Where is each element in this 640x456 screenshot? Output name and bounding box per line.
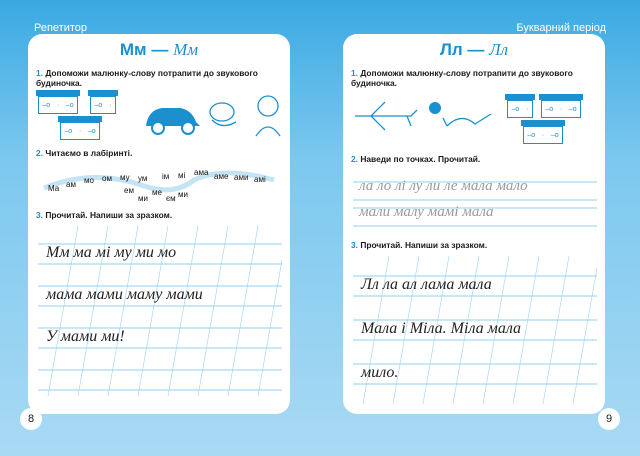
sample-row: У мами ми!	[46, 328, 125, 345]
picture-row	[140, 92, 290, 140]
trace-row: ла ло лі лу ли ле мала мало	[359, 178, 528, 194]
header-left: Репетитор	[34, 22, 88, 34]
fox-icon	[443, 114, 491, 126]
left-page-title	[28, 40, 290, 60]
plane-icon	[355, 102, 417, 130]
sound-house: –о · –о	[36, 90, 80, 114]
sample-row: мама мами маму мами	[46, 286, 203, 303]
sound-house: –о ·	[88, 90, 118, 114]
task-1: 1. Допоможи малюнку-слову потрапити до звукового будиночка.	[351, 68, 573, 88]
sound-house: –о · –о	[58, 116, 102, 140]
task-2: 2. Наведи по точках. Прочитай.	[351, 154, 481, 164]
writing-lines	[353, 256, 597, 404]
title-print-letters: Мм —	[119, 40, 169, 59]
sample-row: мило.	[361, 364, 399, 381]
picture-row	[351, 96, 501, 136]
task-2: 2. Читаємо в лабіринті.	[36, 148, 133, 158]
title-script-letters: Мм	[173, 40, 199, 59]
task-number: 1.	[36, 68, 43, 78]
page-number: 8	[20, 408, 42, 430]
header-right: Букварний період	[516, 22, 606, 34]
sound-house: –о ·	[505, 94, 535, 118]
task-1	[36, 68, 276, 88]
right-page-title: Лл — Лл	[439, 40, 509, 59]
sample-row: Лл ла ал лама мала	[361, 276, 492, 293]
writing-lines	[38, 226, 282, 396]
right-page	[343, 34, 605, 414]
task-3: 3. Прочитай. Напиши за зразком.	[351, 240, 488, 250]
apple-icon	[429, 102, 441, 114]
trace-lines	[353, 170, 597, 230]
sample-row: Мала і Міла. Міла мала	[361, 320, 521, 337]
sound-house: –о · –о	[539, 94, 583, 118]
girl-icon	[256, 96, 280, 136]
baby-icon	[210, 103, 236, 126]
task-3: 3. Прочитай. Напиши за зразком.	[36, 210, 173, 220]
car-icon	[146, 108, 200, 134]
page-number: 9	[598, 408, 620, 430]
task-text: Допоможи малюнку-слову потрапити до звукового будиночка.	[36, 68, 258, 88]
sample-row: Мм ма мі му ми мо	[46, 244, 177, 261]
left-page: Мм — Мм 1. Допоможи малюнку-слову потрапити до звукового будиночка. –о · –о –о · –о · –о 2. Читаємо в лабіринті. Ма ам мо ом му ум ме єм ми ім мі ама аме ами амі ем ми 3. Прочитай. Напиши за зразком. Мм ма мі му ми мо мама мами маму мами У мами ми!	[28, 34, 290, 414]
sound-house: –о · –о	[521, 120, 565, 144]
trace-row: мали малу мамі мала	[359, 204, 494, 220]
